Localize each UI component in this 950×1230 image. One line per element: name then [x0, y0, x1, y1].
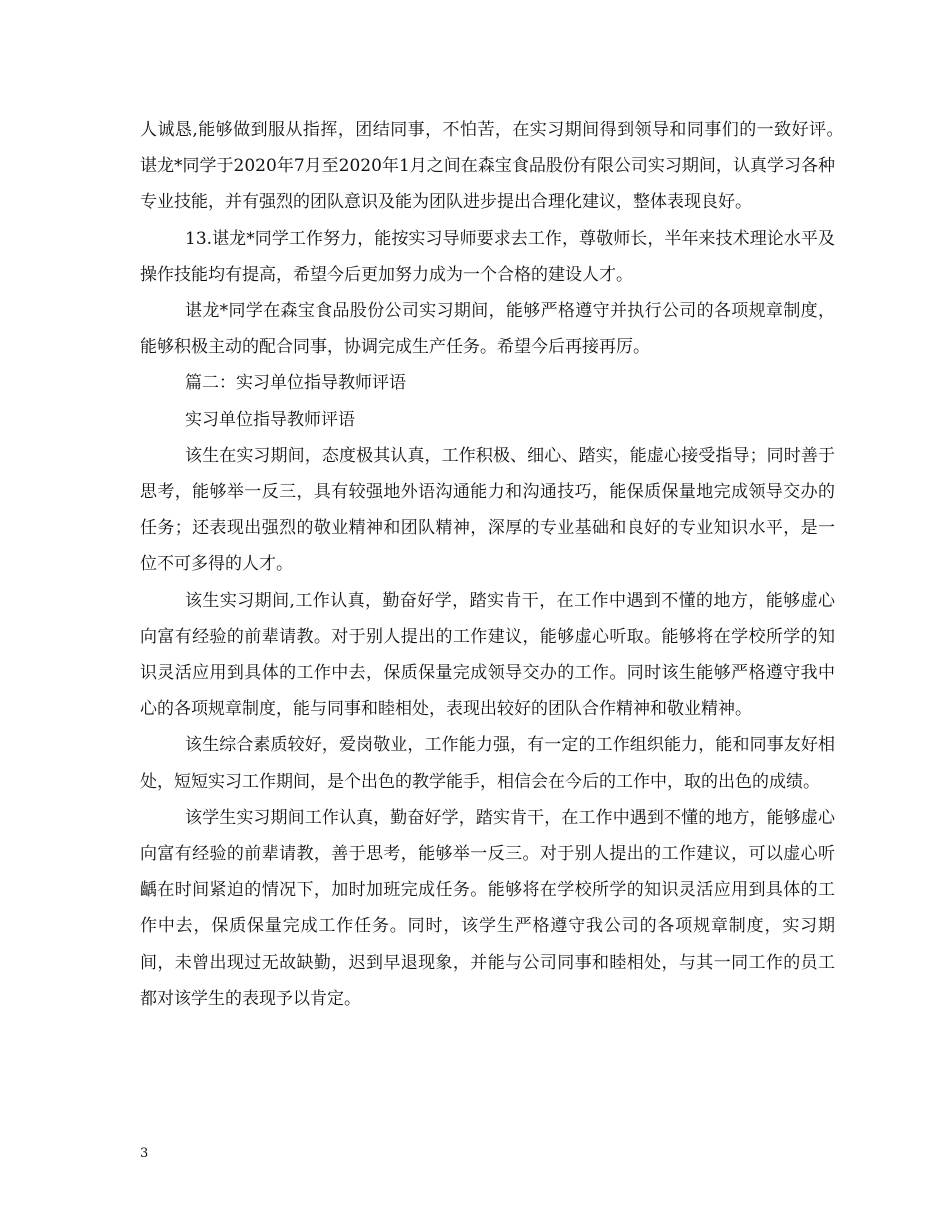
document-body — [140, 112, 852, 1017]
section-subheading: 实习单位指导教师评语 — [185, 409, 355, 430]
paragraph-continuation: 人诚恳,能够做到服从指挥，团结同事，不怕苦，在实习期间得到领导和同事们的一致好评。 谌龙*同学于2020年7月至2020年1月之间在森宝食品股份有限公司实习期间，认真学习各种专业技能，并有强烈的团队意识及能为团队进步提出合理化建议，整体表现良好。 — [140, 120, 852, 213]
paragraph-comment: 该生在实习期间，态度极其认真，工作积极、细心、踏实，能虚心接受指导；同时善于思考，能够举一反三，具有较强地外语沟通能力和沟通技巧，能保质保量地完成领导交办的任务；还表现出强烈的敬业精神和团队精神，深厚的专业基础和良好的专业知识水平，是一位不可多得的人才。 — [140, 445, 835, 575]
paragraph-comment-13: 13.谌龙*同学工作努力，能按实习导师要求去工作，尊敬师长，半年来技术理论水平及操作技能均有提高，希望今后更加努力成为一个合格的建设人才。 — [140, 228, 835, 285]
section-heading: 篇二：实习单位指导教师评语 — [185, 373, 406, 394]
paragraph-comment: 该学生实习期间工作认真，勤奋好学，踏实肯干，在工作中遇到不懂的地方，能够虚心向富有经验的前辈请教，善于思考，能够举一反三。对于别人提出的工作建议，可以虚心听齲在时间紧迫的情况下，加时加班完成任务。能够将在学校所学的知识灵活应用到具体的工作中去，保质保量完成工作任务。同时，该学生严格遵守我公司的各项规章制度，实习期间，未曾出现过无故缺勤，迟到早退现象，并能与公司同事和睦相处，与其一同工作的员工都对该学生的表现予以肯定。 — [140, 807, 835, 1009]
paragraph-comment: 该生实习期间,工作认真，勤奋好学，踏实肯干，在工作中遇到不懂的地方，能够虚心向富有经验的前辈请教。对于别人提出的工作建议，能够虚心听取。能够将在学校所学的知识灵活应用到具体的工作中去，保质保量完成领导交办的工作。同时该生能够严格遵守我中心的各项规章制度，能与同事和睦相处，表现出较好的团队合作精神和敬业精神。 — [140, 590, 835, 720]
paragraph-comment: 谌龙*同学在森宝食品股份公司实习期间，能够严格遵守并执行公司的各项规章制度，能够积极主动的配合同事，协调完成生产任务。希望今后再接再厉。 — [140, 301, 835, 358]
page-number: 3 — [140, 1146, 149, 1161]
paragraph-comment: 该生综合素质较好，爱岗敬业，工作能力强，有一定的工作组织能力，能和同事友好相处，短短实习工作期间，是个出色的教学能手，相信会在今后的工作中，取的出色的成绩。 — [140, 735, 835, 792]
